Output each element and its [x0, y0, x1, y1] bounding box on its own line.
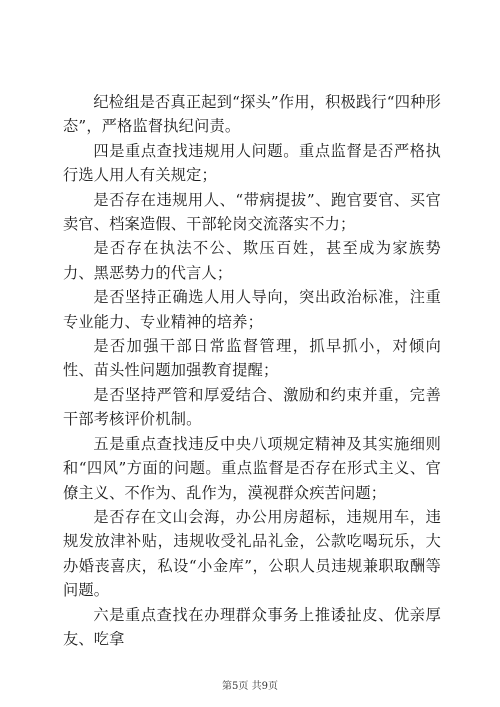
- paragraph-4: 是否存在执法不公、欺压百姓，甚至成为家族势力、黑恶势力的代言人；: [63, 239, 441, 282]
- paragraph-2: 四是重点查找违规用人问题。重点监督是否严格执行选人用人有关规定；: [63, 141, 441, 185]
- paragraph-7: 是否坚持严管和厚爱结合、激励和约束并重，完善干部考核评价机制。: [63, 385, 441, 429]
- document-body: [63, 90, 441, 651]
- page-number-footer: 第5页 共9页: [222, 681, 278, 692]
- paragraph-5: 是否坚持正确选人用人导向，突出政治标准，注重专业能力、专业精神的培养；: [63, 288, 441, 331]
- paragraph-10: 六是重点查找在办理群众事务上推诿扯皮、优亲厚友、吃拿: [63, 605, 441, 648]
- paragraph-8: 五是重点查找违反中央八项规定精神及其实施细则和“四风”方面的问题。重点监督是否存在形式主义、官僚主义、不作为、乱作为，漠视群众疾苦问题；: [63, 434, 441, 502]
- paragraph-1: 纪检组是否真正起到“探头”作用，积极践行“四种形态”，严格监督执纪问责。: [63, 93, 441, 136]
- paragraph-3: 是否存在违规用人、“带病提拔”、跑官要官、买官卖官、档案造假、干部轮岗交流落实不力；: [63, 190, 441, 234]
- paragraph-6: 是否加强干部日常监督管理，抓早抓小，对倾向性、苗头性问题加强教育提醒；: [63, 337, 441, 380]
- paragraph-9: 是否存在文山会海，办公用房超标，违规用车，违规发放津补贴，违规收受礼品礼金，公款吃喝玩乐，大办婚丧喜庆，私设“小金库”，公职人员违规兼职取酬等问题。: [63, 507, 441, 600]
